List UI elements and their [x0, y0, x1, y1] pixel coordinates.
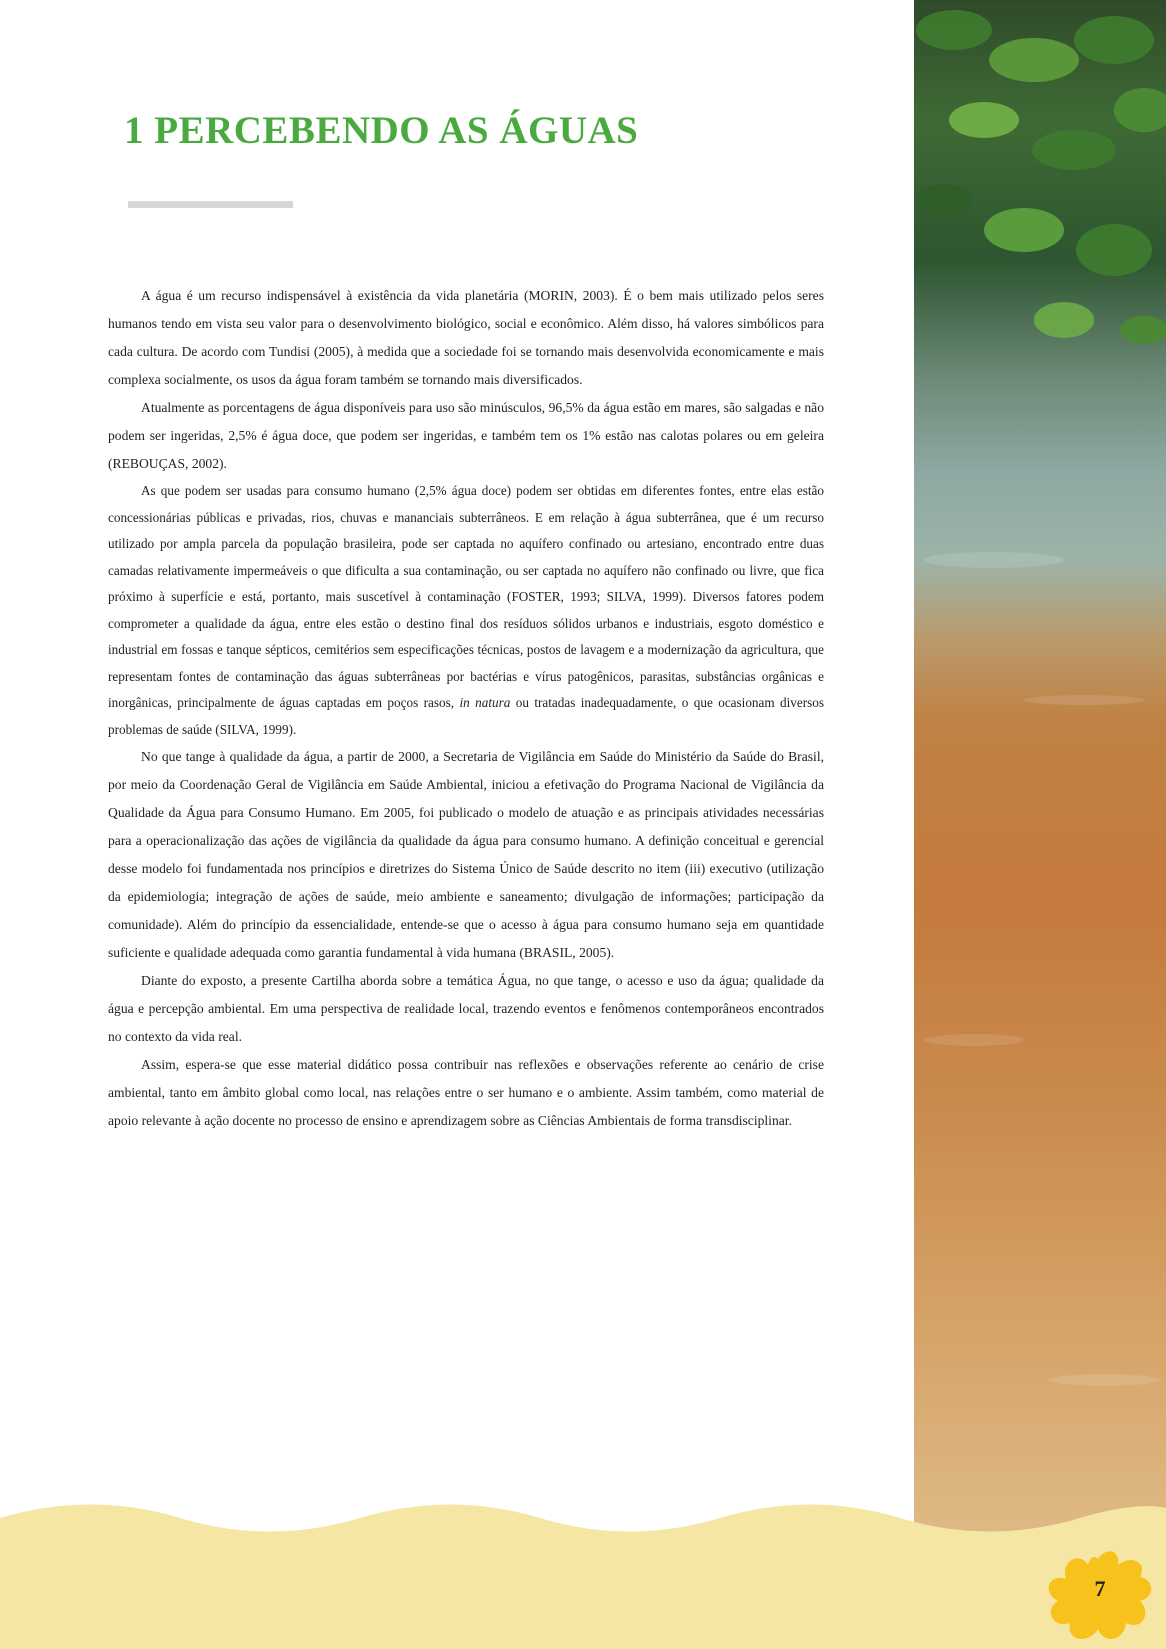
footer-wave	[0, 1500, 1166, 1649]
paragraph-3	[108, 478, 824, 743]
title-underline	[128, 201, 293, 208]
paragraph-3-italic: in natura	[459, 695, 511, 710]
page-title: 1 PERCEBENDO AS ÁGUAS	[124, 109, 639, 152]
paragraph-4: No que tange à qualidade da água, a partir de 2000, a Secretaria de Vigilância em Saúde do Ministério da Saúde do Brasil, por meio da Coordenação Geral de Vigilância em Saúde Ambiental, iniciou a efetivação do Programa Nacional de Vigilância da Qualidade da Água para Consumo Humano. Em 2005, foi publicado o modelo de atuação e as principais atividades necessárias para a operacionalização das ações de vigilância da qualidade da água para consumo humano. A definição conceitual e gerencial desse modelo foi fundamentada nos princípios e diretrizes do Sistema Único de Saúde descrito no item (iii) executivo (utilização da epidemiologia; integração de ações de saúde, meio ambiente e saneamento; divulgação de informações; participação da comunidade). Além do princípio da essencialidade, entende-se que o acesso à água para consumo humano seja em quantidade suficiente e qualidade adequada como garantia fundamental à vida humana (BRASIL, 2005).	[108, 749, 824, 960]
paragraph-2: Atualmente as porcentagens de água disponíveis para uso são minúsculos, 96,5% da água estão em mares, são salgadas e não podem ser ingeridas, 2,5% é água doce, que podem ser ingeridas, e também tem os 1% estão nas calotas polares ou em geleira (REBOUÇAS, 2002).	[108, 400, 824, 471]
body-text	[108, 282, 824, 1135]
paragraph-5: Diante do exposto, a presente Cartilha aborda sobre a temática Água, no que tange, o acesso e uso da água; qualidade da água e percepção ambiental. Em uma perspectiva de realidade local, trazendo eventos e fenômenos contemporâneos encontrados no contexto da vida real.	[108, 973, 824, 1044]
page-number: 7	[1094, 1576, 1106, 1601]
paragraph-1: A água é um recurso indispensável à existência da vida planetária (MORIN, 2003). É o bem mais utilizado pelos seres humanos tendo em vista seu valor para o desenvolvimento biológico, social e econômico. Além disso, há valores simbólicos para cada cultura. De acordo com Tundisi (2005), à medida que a sociedade foi se tornando mais desenvolvida economicamente e mais complexa socialmente, os usos da água foram também se tornando mais diversificados.	[108, 288, 824, 387]
paragraph-3-text-end: ou tratadas inadequadamente, o que ocasionam diversos problemas de saúde (SILVA, 1999).	[108, 695, 824, 737]
footer-wave-shape	[0, 1505, 1166, 1649]
paragraph-3-text: As que podem ser usadas para consumo humano (2,5% água doce) podem ser obtidas em diferentes fontes, entre elas estão concessionárias públicas e privadas, rios, chuvas e mananciais subterrâneos. E em relação à água subterrânea, que é um recurso utilizado por ampla parcela da população brasileira, pode ser captada no aquífero confinado ou artesiano, encontrado entre duas camadas relativamente impermeáveis o que dificulta a sua contaminação, ou ser captada no aquífero não confinado ou livre, que fica próximo à superfície e está, portanto, mais suscetível à contaminação (FOSTER, 1993; SILVA, 1999). Diversos fatores podem comprometer a qualidade da água, entre eles estão o destino final dos resíduos sólidos urbanos e industriais, esgoto doméstico e industrial em fossas e tanque sépticos, cemitérios sem especificações técnicas, postos de lavagem e a modernização da agricultura, que representam fontes de contaminação das águas subterrâneas por bactérias e vírus patogênicos, parasitas, substâncias orgânicas e inorgânicas, principalmente de águas captadas em poços rasos,	[108, 483, 824, 710]
river-photo	[914, 0, 1166, 1649]
foliage-and-water-illustration	[914, 0, 1166, 1649]
paragraph-6: Assim, espera-se que esse material didático possa contribuir nas reflexões e observações referente ao cenário de crise ambiental, tanto em âmbito global como local, nas relações entre o ser humano e o ambiente. Assim também, como material de apoio relevante à ação docente no processo de ensino e aprendizagem sobre as Ciências Ambientais de forma transdisciplinar.	[108, 1057, 824, 1128]
